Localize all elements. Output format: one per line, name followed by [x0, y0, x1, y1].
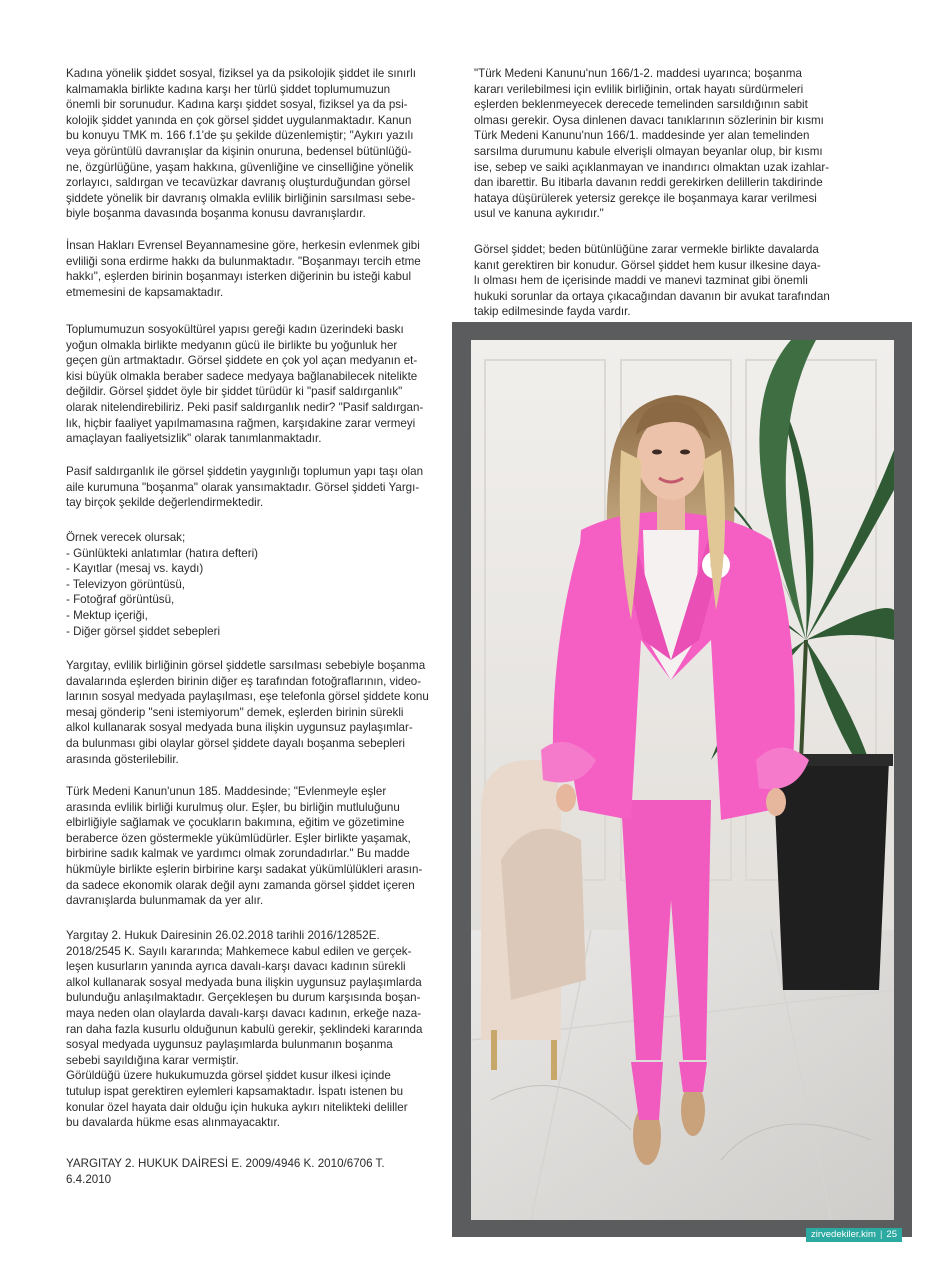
body-paragraph-7: Türk Medeni Kanun'unun 185. Maddesinde; "Evlenmeyle eşler arasında evlilik birliği kurulmuş olur. Eşler, bu birliğin mutluluğunu elbirliğiyle sağlamak ve çocukların bakımına, eğitim ve gözetimine beraberce özen göstermekle yükümlüdürler. Eşler birlikte yaşamak, birbirine sadık kalmak ve yardımcı olmak zorundadırlar." Bu madde hükmüyle birlikte eşlerin birbirine karşı sadakat yükümlülükleri arasın- da sadece ekonomik olarak değil aynı zamanda görsel şiddet içeren davranışlarda bulunmamak da yer alır. — [66, 785, 423, 908]
body-paragraph-right-2: Görsel şiddet; beden bütünlüğüne zarar vermekle birlikte davalarda kanıt gerektiren bir konudur. Görsel şiddet hem kusur ilkesine daya- lı olması hem de içerisinde maddi ve manevi tazminat gibi önemli hukuki sorunlar da ortaya çıkacağından davanın bir avukat tarafından takip edilmesinde fayda vardır. — [474, 243, 830, 319]
court-reference: YARGITAY 2. HUKUK DAİRESİ E. 2009/4946 K. 2010/6706 T. 6.4.2010 — [66, 1157, 385, 1186]
court-quote: "Türk Medeni Kanunu'nun 166/1-2. maddesi uyarınca; boşanma kararı verilebilmesi için evlilik birliğinin, ortak hayatı sürdürmeleri eşlerden beklenmeyecek derecede temelinden sarsıldığının sabit olması gerekir. Oysa dinlenen davacı tanıklarının sözlerinin bir kısmı Türk Medeni Kanunu'nun 166/1. maddesinde yer alan temelinden sarsılma durumunu kabule elverişli olmayan beyanlar olup, bir kısmı ise, sebep ve saiki açıklanmayan ve inandırıcı olmaktan uzak izahlar- dan ibarettir. Bu itibarla davanın reddi gerekirken delillerin takdirinde hataya düşürülerek yetersiz gerekçe ile boşanmaya karar verilmesi usul ve kanuna aykırıdır." — [474, 67, 830, 221]
portrait-photo — [471, 340, 894, 1220]
body-paragraph-1: Kadına yönelik şiddet sosyal, fiziksel ya da psikolojik şiddet ile sınırlı kalmamakla birlikte kadına karşı her türlü şiddet toplumumuzun önemli bir sorunudur. Kadına karşı şiddet sosyal, fiziksel ya da psi- kolojik şiddet yanında en çok görsel şiddet uygulanmaktadır. Kanun bu konuyu TMK m. 166 f.1'de şu şekilde düzenlemiştir; "Aykırı yazılı veya görüntülü davranışlar da kişinin onuruna, bedensel bütünlüğü- ne, özgürlüğüne, yaşam hakkına, güvenliğine ve cinselliğine yönelik zorlayıcı, saldırgan ve tecavüzkar davranış oluşturduğundan görsel şiddete yönelik bir davranış olmakla evlilik birliğinin sarsılması sebe- biyle boşanma davasında boşanma konusu davranışlardır. — [66, 67, 416, 221]
page-footer — [806, 1228, 902, 1242]
portrait-illustration — [471, 340, 894, 1220]
body-paragraph-3: Toplumumuzun sosyokültürel yapısı gereği kadın üzerindeki baskı yoğun olmakla birlikte medyanın gücü ile birlikte bu yoğunluk her geçen gün artmaktadır. Görsel şiddete en çok yol açan medyanın et- kisi büyük olmakla beraber sadece medyaya bağlanabilecek nitelikte değildir. Görsel şiddet öyle bir şiddet türüdür ki "pasif saldırganlık" olarak nitelendirebiliriz. Peki pasif saldırganlık nedir? "Pasif saldırgan- lık, hiçbir faaliyet yapılmamasına rağmen, karşıdakine zarar vermeyi amaçlayan faaliyetsizlik" olarak tanımlanmaktadır. — [66, 323, 424, 446]
page-number: 25 — [886, 1229, 897, 1240]
body-paragraph-4: Pasif saldırganlık ile görsel şiddetin yaygınlığı toplumun yapı taşı olan aile kurumuna "boşanma" olarak yansımaktadır. Görsel şiddeti Yargı- tay birçok şekilde değerlendirmektedir. — [66, 465, 424, 510]
footer-separator: | — [879, 1229, 883, 1240]
body-paragraph-8: Yargıtay 2. Hukuk Dairesinin 26.02.2018 tarihli 2016/12852E. 2018/2545 K. Sayılı kararında; Mahkemece kabul edilen ve gerçek- leşen kusurların yanında ayrıca davalı-karşı davacı kadının sürekli alkol kullanarak sosyal medyada buna ilişkin uygunsuz paylaşımlarda bulunduğu anlaşılmaktadır. Gerçekleşen bu durum karşısında boşan- maya neden olan olaylarda davalı-karşı davacı kadının, erkeğe naza- ran daha fazla kusurlu olduğunun kabulü gerekir, şeklindeki kararında sosyal medyada uygunsuz paylaşımlarda bulunmanın boşanma sebebi sayıldığına karar vermiştir. Görüldüğü üzere hukukumuzda görsel şiddet kusur ilkesi içinde tutulup ispat gerektiren eylemleri kapsamaktadır. İspatı istenen bu konular özel hayata dair olduğu için hukuka aykırı nitelikteki deliller bu davalarda hükme esas alınmayacaktır. — [66, 929, 423, 1130]
body-paragraph-2: İnsan Hakları Evrensel Beyannamesine göre, herkesin evlenmek gibi evliliği sona erdirme hakkı da bulunmaktadır. "Boşanmayı tercih etme hakkı", eşlerden birinin boşanmayı isterken diğerinin bu isteği kabul etmemesini de kapsamaktadır. — [66, 239, 421, 299]
site-name: zirvedekiler.kim — [811, 1229, 876, 1240]
body-paragraph-6: Yargıtay, evlilik birliğinin görsel şiddetle sarsılması sebebiyle boşanma davalarında eşlerden birinin diğer eş tarafından fotoğraflarının, video- larının sosyal medyada paylaşılması, eşe telefonla görsel şiddete konu mesaj gönderip "seni istemiyorum" demek, eşlerden birinin sürekli alkol kullanarak sosyal medyada buna ilişkin uygunsuz paylaşımlar- da bulunması gibi olaylar görsel şiddete dayalı boşanma sebepleri arasında gösterilebilir. — [66, 659, 429, 766]
examples-list: Örnek verecek olursak; - Günlükteki anlatımlar (hatıra defteri) - Kayıtlar (mesaj vs. kaydı) - Televizyon görüntüsü, - Fotoğraf görüntüsü, - Mektup içeriği, - Diğer görsel şiddet sebepleri — [66, 531, 259, 638]
